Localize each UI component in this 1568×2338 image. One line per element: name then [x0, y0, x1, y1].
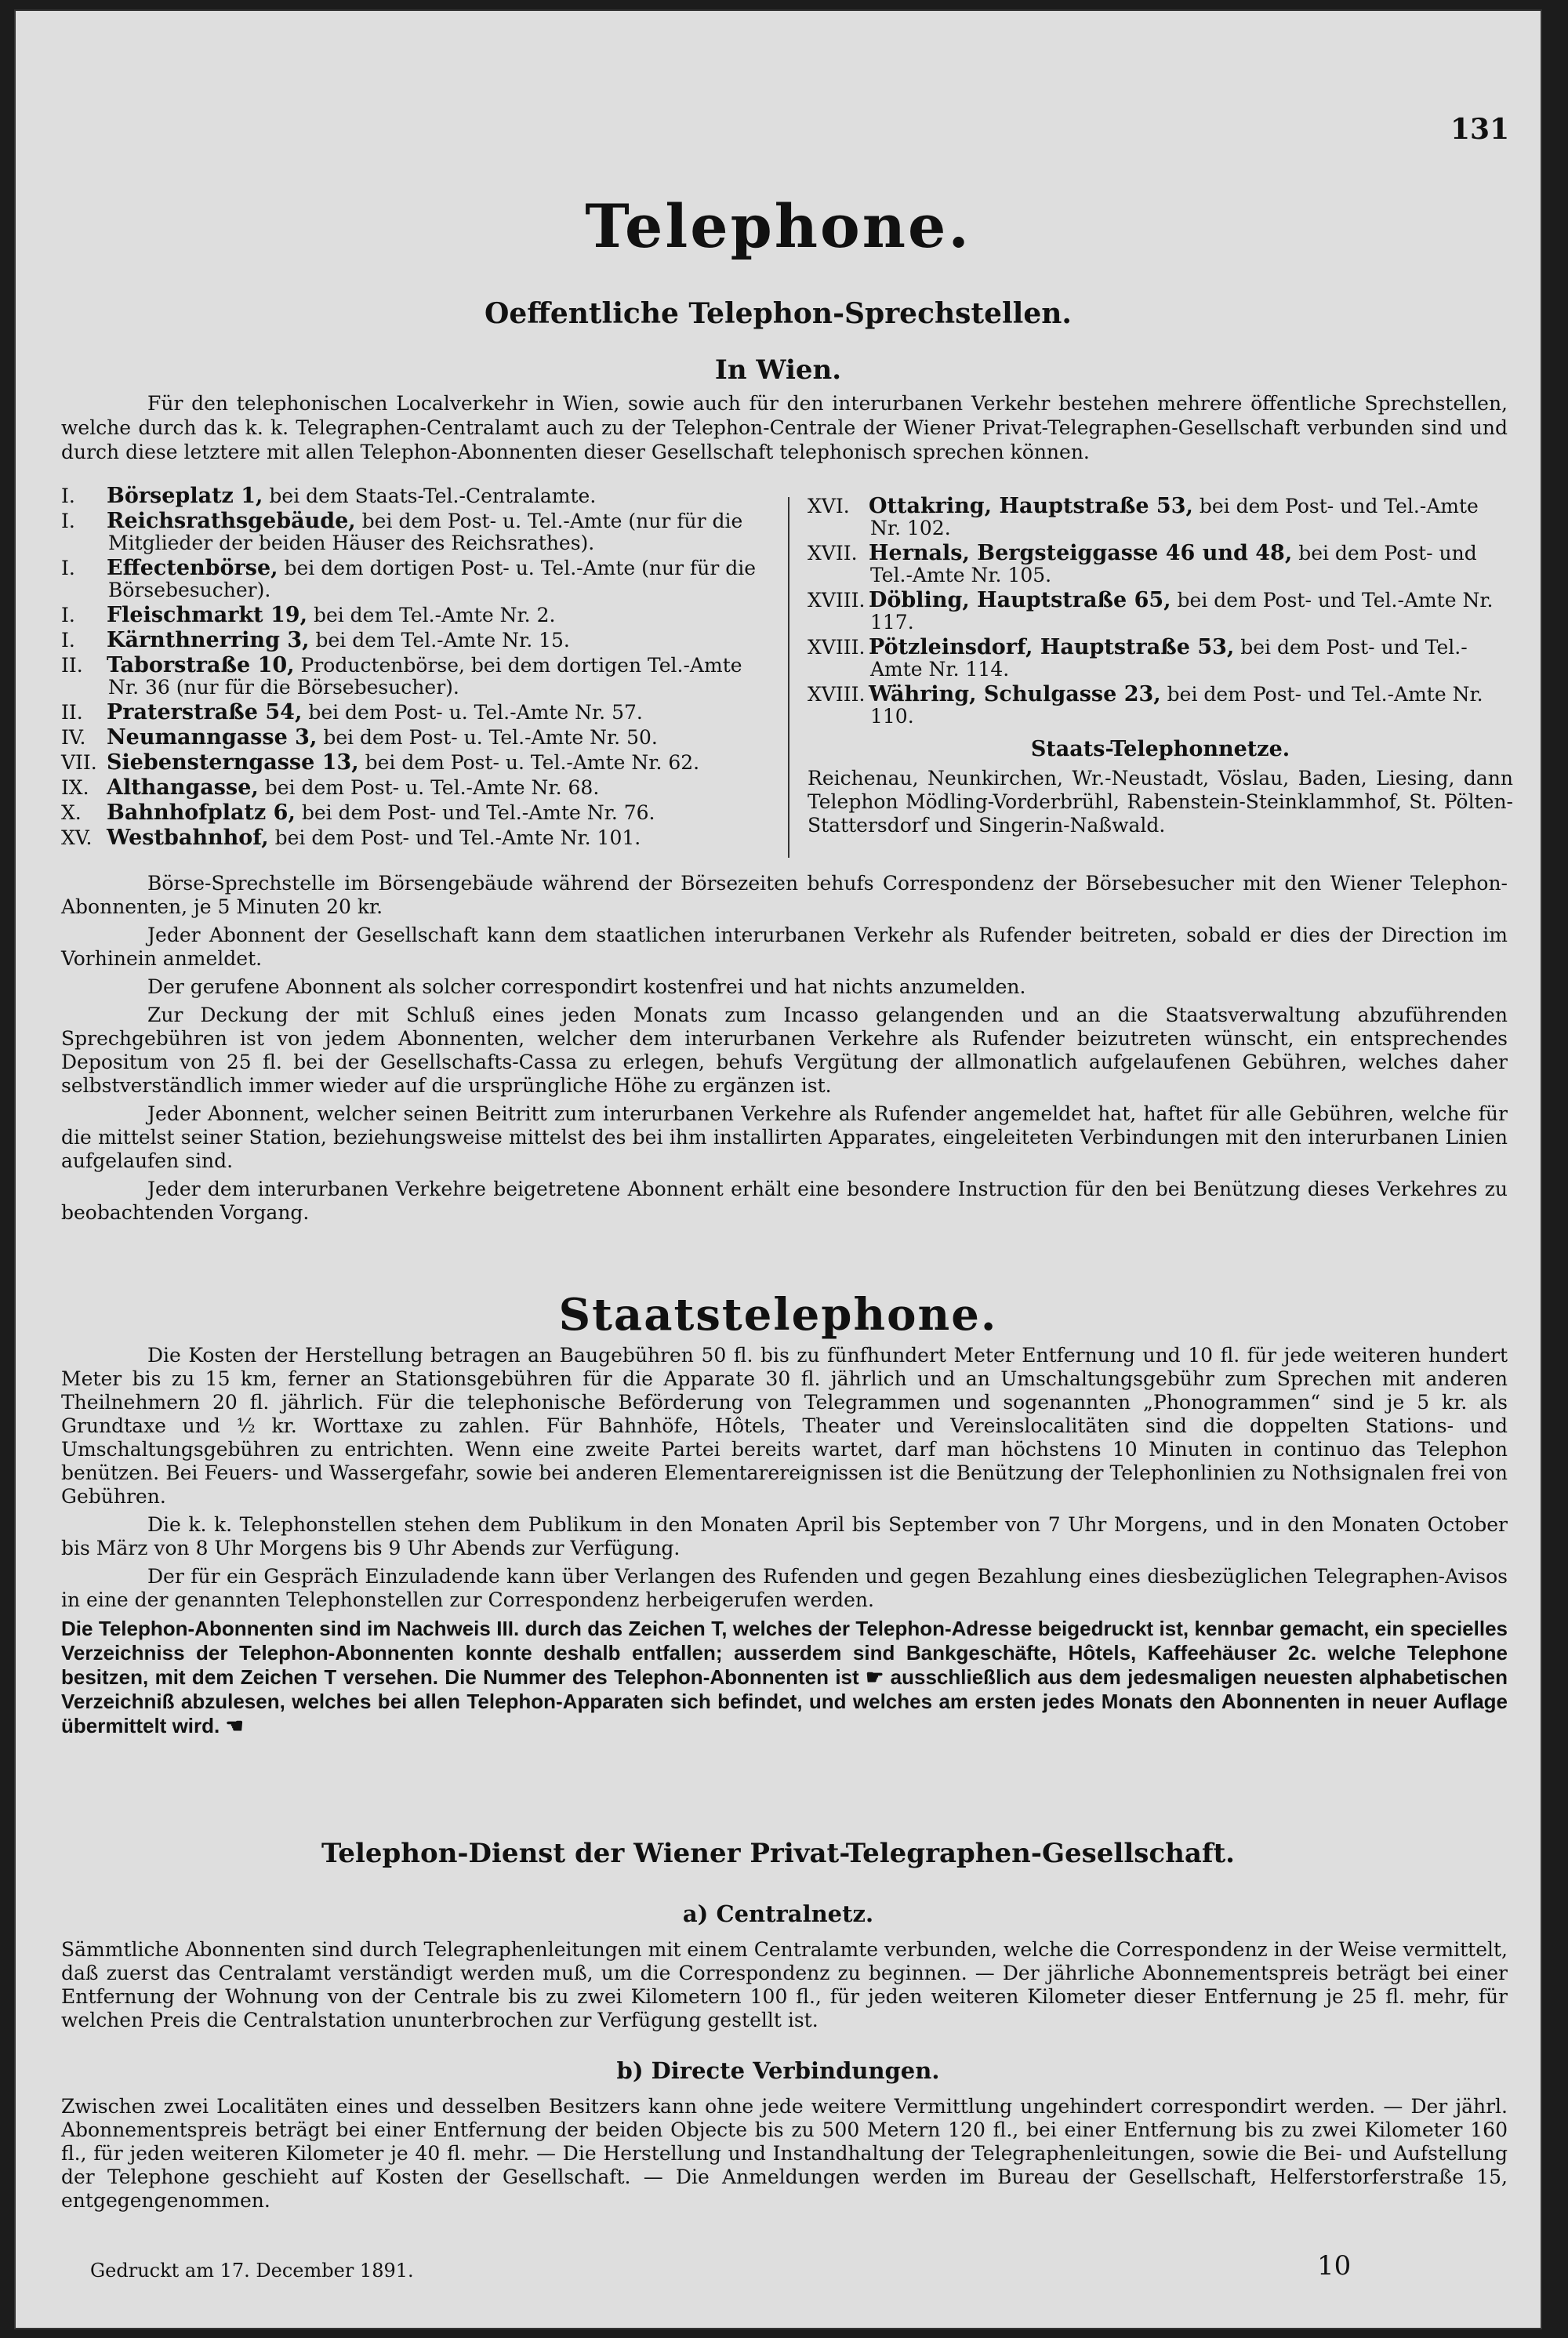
list-item — [61, 630, 775, 652]
list-item — [61, 604, 775, 626]
page-number: 131 — [1450, 113, 1510, 146]
street-name: Neumanngasse 3, — [107, 725, 318, 750]
paragraph: Die k. k. Telephonstellen stehen dem Publikum in den Monaten April bis September von 7 Uhr Morgens, und in den Monaten October bis März von 8 Uhr Morgens bis 9 Uhr Abends zur Verfügung. — [61, 1513, 1508, 1559]
street-name: Fleischmarkt 19, — [107, 603, 307, 627]
entry-text: bei dem Post- u. Tel.-Amte Nr. 50. — [323, 726, 658, 749]
staats-netze-heading: Staats-Telephonnetze. — [1030, 737, 1290, 761]
district-number: I. — [61, 557, 75, 579]
right-column — [808, 496, 1513, 837]
district-number: VII. — [61, 751, 97, 774]
entry-text: bei dem Post- und Tel.-Amte Nr. 110. — [870, 683, 1483, 728]
entry-text: bei dem Staats-Tel.-Centralamte. — [269, 485, 597, 507]
entry-text: bei dem dortigen Post- u. Tel.-Amte (nur für die Börsebesucher). — [108, 557, 757, 601]
entry-text: bei dem Post- und Tel.-Amte Nr. 76. — [301, 801, 655, 824]
street-name: Ottakring, Hauptstraße 53, — [869, 494, 1193, 518]
signature-number: 10 — [1317, 2250, 1352, 2282]
directe-paragraph — [61, 2095, 1508, 2217]
paragraph: Der für ein Gespräch Einzuladende kann über Verlangen des Rufenden und gegen Bezahlung eines diesbezüglichen Telegraphen-Avisos in eine der genannten Telephonstellen zur Correspondenz herbeigerufen werden. — [61, 1565, 1508, 1611]
section-title-staatstelephone: Staatstelephone. — [558, 1289, 998, 1341]
street-name: Hernals, Bergsteiggasse 46 und 48, — [869, 541, 1293, 565]
street-name: Reichsrathsgebäude, — [107, 509, 356, 533]
street-name: Taborstraße 10, — [107, 653, 295, 677]
print-date: Gedruckt am 17. December 1891. — [90, 2260, 414, 2282]
city-heading: In Wien. — [714, 354, 842, 386]
entry-text: bei dem Tel.-Amte Nr. 15. — [315, 629, 570, 652]
paragraph: Jeder Abonnent der Gesellschaft kann dem staatlichen interurbanen Verkehr als Rufender beitreten, sobald er dies der Direction im Vorhinein anmeldet. — [61, 924, 1508, 970]
entry-text: bei dem Post- u. Tel.-Amte Nr. 62. — [365, 751, 700, 774]
list-item — [61, 802, 775, 824]
street-name: Börseplatz 1, — [107, 484, 263, 508]
section-title-privat-dienst: Telephon-Dienst der Wiener Privat-Telegraphen-Gesellschaft. — [321, 1838, 1236, 1869]
district-number: IX. — [61, 776, 89, 799]
list-item — [808, 543, 1513, 586]
staats-netze-text: Reichenau, Neunkirchen, Wr.-Neustadt, Vöslau, Baden, Liesing, dann Telephon Mödling-Vorderbrühl, Rabenstein-Steinklammhof, St. Pölten-Stattersdorf und Singerin-Naßwald. — [808, 767, 1513, 837]
section-subtitle: Oeffentliche Telephon-Sprechstellen. — [485, 297, 1072, 330]
page — [16, 11, 1541, 2328]
paragraph: Börse-Sprechstelle im Börsengebäude während der Börsezeiten behufs Correspondenz der Börsebesucher mit den Wiener Telephon-Abonnenten, je 5 Minuten 20 kr. — [61, 872, 1508, 918]
district-number: XVIII. — [808, 589, 866, 612]
column-divider — [788, 497, 789, 858]
list-item — [61, 557, 775, 601]
district-number: XVIII. — [808, 636, 866, 659]
entry-text: bei dem Post- u. Tel.-Amte (nur für die Mitglieder der beiden Häuser des Reichsrathes). — [108, 510, 743, 554]
list-item — [808, 590, 1513, 634]
list-item — [808, 637, 1513, 681]
district-number: XVIII. — [808, 683, 866, 706]
list-item — [61, 777, 775, 799]
left-column — [61, 485, 775, 852]
entry-text: bei dem Post- und Tel.-Amte Nr. 101. — [274, 826, 641, 849]
list-item — [61, 510, 775, 554]
paragraph: Der gerufene Abonnent als solcher correspondirt kostenfrei und hat nichts anzumelden. — [147, 975, 1026, 998]
list-item — [808, 496, 1513, 539]
district-number: I. — [61, 604, 75, 626]
entry-text: bei dem Post- u. Tel.-Amte Nr. 57. — [308, 701, 643, 724]
entry-text: bei dem Post- und Tel.-Amte Nr. 117. — [870, 589, 1494, 634]
street-name: Siebensterngasse 13, — [107, 750, 359, 775]
street-name: Westbahnhof, — [107, 826, 269, 850]
district-number: X. — [61, 801, 82, 824]
rules-block — [61, 872, 1508, 1229]
street-name: Bahnhofplatz 6, — [107, 801, 296, 825]
district-number: I. — [61, 485, 75, 507]
district-number: I. — [61, 510, 75, 532]
street-name: Althangasse, — [107, 775, 259, 800]
paragraph: Jeder dem interurbanen Verkehre beigetretene Abonnent erhält eine besondere Instruction für den bei Benützung dieses Verkehres zu beobachtenden Vorgang. — [61, 1178, 1508, 1224]
entry-text: bei dem Post- u. Tel.-Amte Nr. 68. — [264, 776, 600, 799]
district-number: XV. — [61, 826, 93, 849]
list-item — [61, 702, 775, 724]
entry-text: bei dem Tel.-Amte Nr. 2. — [313, 604, 556, 626]
district-number: II. — [61, 654, 83, 677]
district-number: XVII. — [808, 542, 858, 565]
subheading-centralnetz: a) Centralnetz. — [682, 1901, 874, 1927]
list-item — [808, 684, 1513, 728]
paragraph: Zur Deckung der mit Schluß eines jeden Monats zum Incasso gelangenden und an die Staatsverwaltung abzuführenden Sprechgebühren ist von jedem Abonnenten, welcher dem interurbanen Verkehre als Rufender beizutreten wünscht, ein entsprechendes Depositum von 25 fl. bei der Gesellschafts-Cassa zu erlegen, behufs Vergütung der allmonatlich aufgelaufenen Gebühren, welches daher selbstverständlich immer wieder auf die ursprüngliche Höhe zu ergänzen ist. — [61, 1004, 1508, 1097]
district-number: I. — [61, 629, 75, 652]
list-item — [61, 752, 775, 774]
list-item — [61, 727, 775, 749]
centralnetz-paragraph — [61, 1938, 1508, 2037]
street-name: Döbling, Hauptstraße 65, — [869, 588, 1171, 612]
entry-text: bei dem Post- und Tel.-Amte Nr. 102. — [870, 495, 1479, 539]
list-item — [61, 485, 775, 507]
street-name: Pötzleinsdorf, Hauptstraße 53, — [869, 635, 1235, 659]
paragraph: Zwischen zwei Localitäten eines und desselben Besitzers kann ohne jede weitere Vermittlung ungehindert correspondirt werden. — Der jährl. Abonnementspreis beträgt bei einer Entfernung der beiden Objecte bis zu 500 Metern 120 fl., bei einer Entfernung bis zu zwei Kilometer 160 fl., für jeden weiteren Kilometer je 40 fl. mehr. — Die Herstellung und Instandhaltung der Telegraphenleitungen, sowie die Bei- und Aufstellung der Telephone geschieht auf Kosten der Gesellschaft. — Die Anmeldungen werden im Bureau der Gesellschaft, Helferstorferstraße 15, entgegengenommen. — [61, 2095, 1508, 2212]
entry-text: Productenbörse, bei dem dortigen Tel.-Amte Nr. 36 (nur für die Börsebesucher). — [108, 654, 742, 699]
abonnenten-notice: Die Telephon-Abonnenten sind im Nachweis III. durch das Zeichen T, welches der Telephon-Adresse beigedruckt ist, kennbar gemacht, ein specielles Verzeichniss der Telephon-Abonnenten konnte deshalb entfallen; ausserdem sind Bankgeschäfte, Hôtels, Kaffeehäuser 2c. welche Telephone besitzen, mit dem Zeichen T versehen. Die Nummer des Telephon-Abonnenten ist ☛ ausschließlich aus dem jedesmaligen neuesten alphabetischen Verzeichniß abzulesen, welches bei allen Telephon-Apparaten sich befindet, und welches am ersten jedes Monats den Abonnenten in neuer Auflage übermittelt wird. ☚ — [61, 1617, 1508, 1737]
street-name: Währing, Schulgasse 23, — [869, 682, 1161, 706]
district-number: XVI. — [808, 495, 850, 517]
entry-text: bei dem Post- und Tel.-Amte Nr. 114. — [870, 636, 1468, 681]
staatstelephone-block — [61, 1344, 1508, 1738]
list-item — [61, 655, 775, 699]
intro-paragraph: Für den telephonischen Localverkehr in Wien, sowie auch für den interurbanen Verkehr bestehen mehrere öffentliche Sprechstellen, welche durch das k. k. Telegraphen-Centralamt auch zu der Telephon-Centrale der Wiener Privat-Telegraphen-Gesellschaft verbunden sind und durch diese letztere mit allen Telephon-Abonnenten dieser Gesellschaft telephonisch sprechen können. — [61, 392, 1508, 463]
paragraph: Sämmtliche Abonnenten sind durch Telegraphenleitungen mit einem Centralamte verbunden, welche die Correspondenz in der Weise vermittelt, daß zuerst das Centralamt verständigt werden muß, um die Correspondenz zu beginnen. — Der jährliche Abonnementspreis beträgt bei einer Entfernung der Wohnung von der Centrale bis zu zwei Kilometern 100 fl., für jeden weiteren Kilometer dieser Entfernung je 25 fl. mehr, für welchen Preis die Centralstation ununterbrochen zur Verfügung gestellt ist. — [61, 1938, 1508, 2031]
district-number: II. — [61, 701, 83, 724]
paragraph: Die Kosten der Herstellung betragen an Baugebühren 50 fl. bis zu fünfhundert Meter Entfernung und 10 fl. für jede weiteren hundert Meter bis zu 15 km, ferner an Stationsgebühren für die Apparate 30 fl. jährlich und an Umschaltungsgebühr zum Sprechen mit anderen Theilnehmern 20 fl. jährlich. Für die telephonische Beförderung von Telegrammen und sogenannten „Phonogrammen“ sind je 5 kr. als Grundtaxe und ½ kr. Worttaxe zu zahlen. Für Bahnhöfe, Hôtels, Theater und Vereinslocalitäten sind die doppelten Stations- und Umschaltungsgebühren zu entrichten. Wenn eine zweite Partei bereits wartet, darf man höchstens 10 Minuten in continuo das Telephon benützen. Bei Feuers- und Wassergefahr, sowie bei anderen Elementarereignissen ist die Benützung der Telephonlinien zu Nothsignalen frei von Gebühren. — [61, 1344, 1508, 1508]
page-title: Telephone. — [585, 191, 971, 261]
district-number: IV. — [61, 726, 86, 749]
list-item — [61, 827, 775, 849]
entry-text: bei dem Post- und Tel.-Amte Nr. 105. — [870, 542, 1477, 586]
street-name: Effectenbörse, — [107, 556, 278, 580]
street-name: Kärnthnerring 3, — [107, 628, 310, 652]
subheading-directe-verbindungen: b) Directe Verbindungen. — [616, 2057, 940, 2084]
street-name: Praterstraße 54, — [107, 700, 303, 724]
paragraph: Jeder Abonnent, welcher seinen Beitritt zum interurbanen Verkehre als Rufender angemeldet hat, haftet für alle Gebühren, welche für die mittelst seiner Station, beziehungsweise mittelst des bei ihm installirten Apparates, eingeleiteten Verbindungen mit den interurbanen Linien aufgelaufen sind. — [61, 1102, 1508, 1172]
